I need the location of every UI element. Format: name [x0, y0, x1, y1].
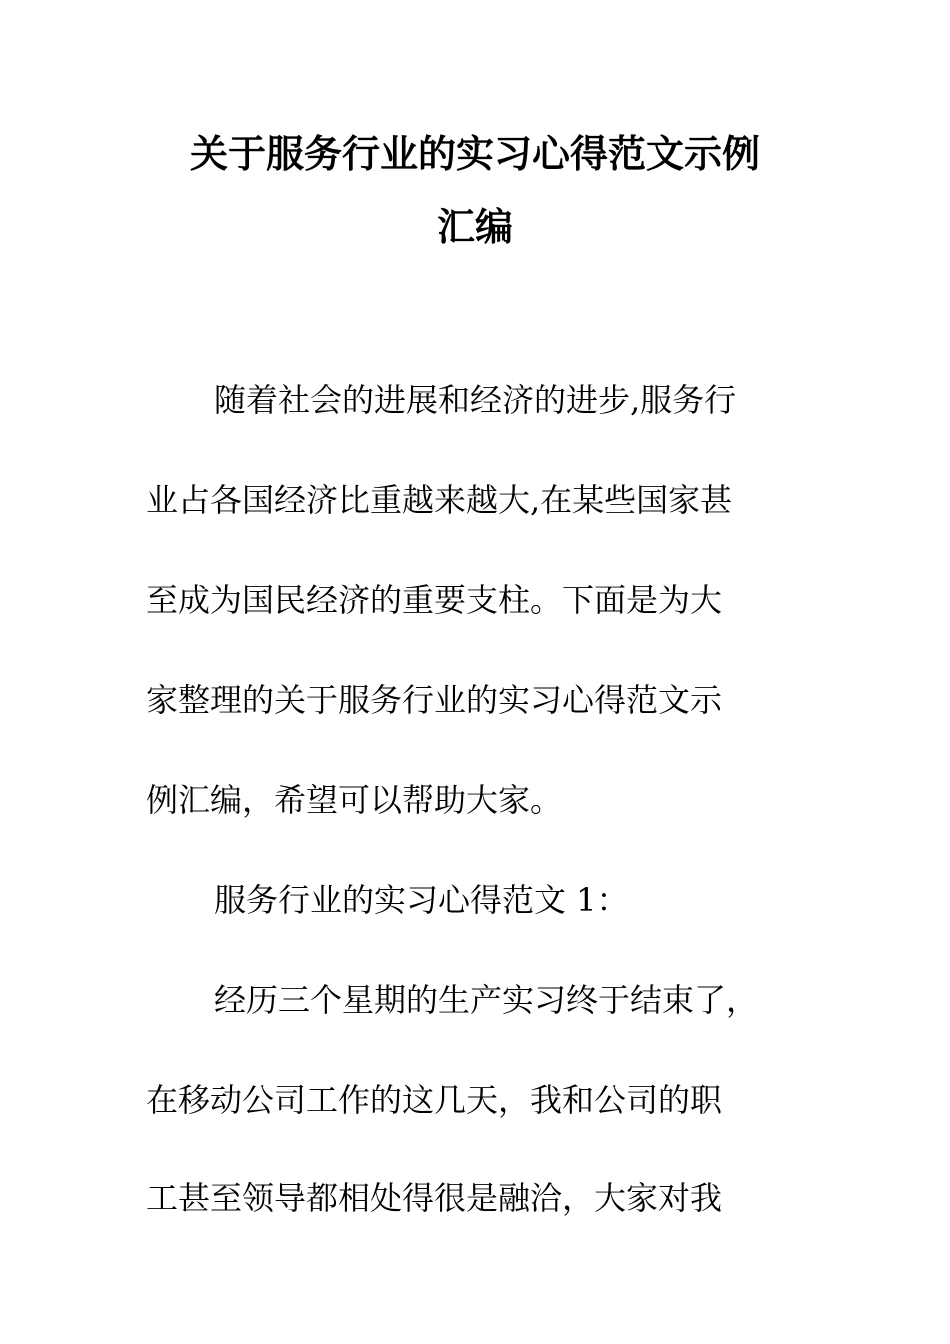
paragraph-2-line-1: 经历三个星期的生产实习终于结束了，: [214, 981, 759, 1019]
paragraph-1-line-2: 业占各国经济比重越来越大,在某些国家甚: [146, 481, 733, 519]
section-heading-sample-1: 服务行业的实习心得范文 1：: [214, 881, 629, 919]
paragraph-1-line-4: 家整理的关于服务行业的实习心得范文示: [146, 681, 723, 719]
document-title-line-1: 关于服务行业的实习心得范文示例: [189, 131, 760, 176]
paragraph-2-line-2: 在移动公司工作的这几天，我和公司的职: [146, 1081, 723, 1119]
paragraph-2-line-3: 工甚至领导都相处得很是融洽，大家对我: [146, 1179, 723, 1217]
paragraph-1-line-5: 例汇编，希望可以帮助大家。: [146, 781, 563, 819]
document-title-line-2: 汇编: [436, 204, 513, 249]
paragraph-1-line-1: 随着社会的进展和经济的进步,服务行: [214, 381, 737, 419]
paragraph-1-line-3: 至成为国民经济的重要支柱。下面是为大: [146, 581, 723, 619]
